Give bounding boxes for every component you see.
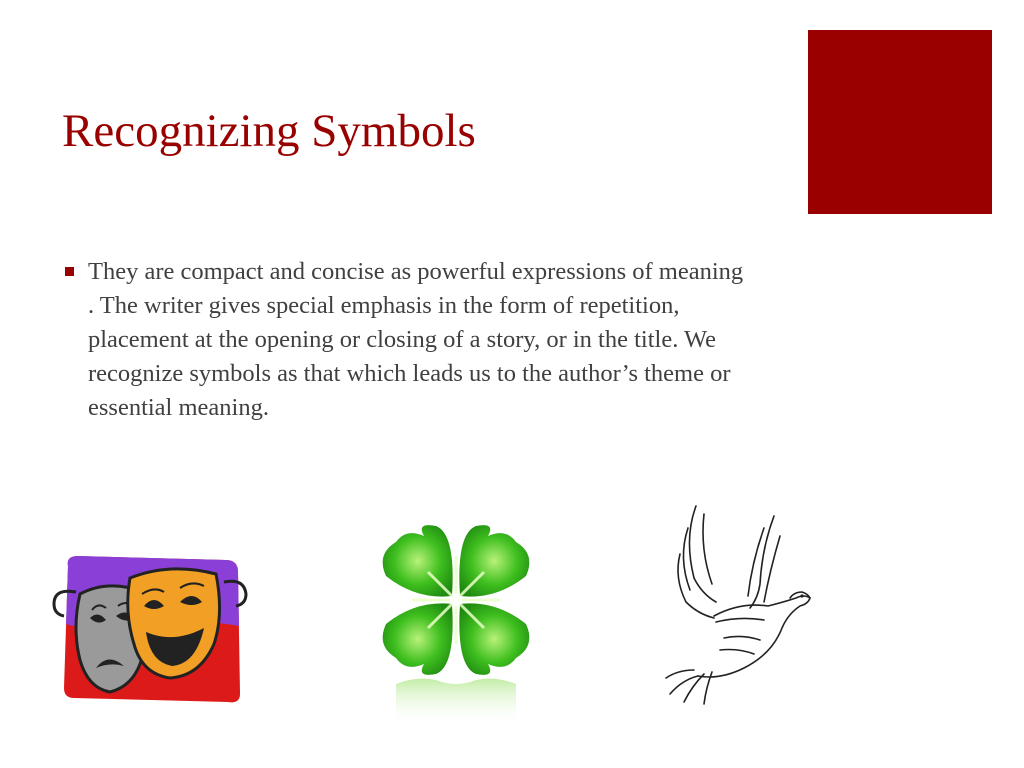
- drama-masks-icon: [46, 548, 252, 708]
- slide-title: Recognizing Symbols: [62, 105, 476, 157]
- accent-block: [808, 30, 992, 214]
- square-bullet-icon: [65, 267, 74, 276]
- bullet-item: [62, 255, 752, 425]
- four-leaf-clover-icon: [376, 520, 536, 730]
- bullet-list: [62, 255, 752, 425]
- bullet-text: They are compact and concise as powerful expressions of meaning . The writer gives special emphasis in the form of repetition, placement at the opening or closing of a story, or in the title. We recognize symbols as that which leads us to the author’s theme or essential meaning.: [88, 258, 744, 421]
- dove-icon: [664, 498, 814, 708]
